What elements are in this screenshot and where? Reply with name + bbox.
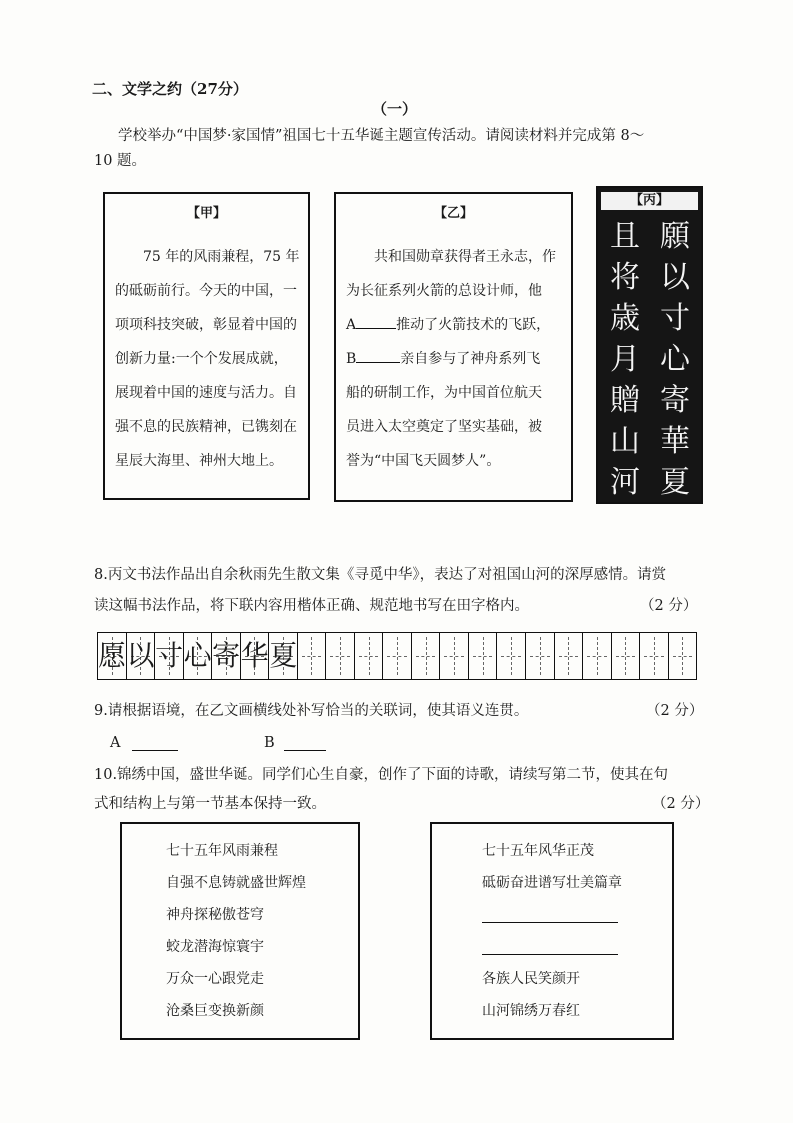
grid-char: 心 xyxy=(183,639,212,672)
q10-score: （2 分） xyxy=(652,796,710,812)
box-yi-line-b xyxy=(346,342,556,376)
grid-cell[interactable] xyxy=(298,633,327,679)
calligraphy-char: 且 xyxy=(610,219,640,254)
calligraphy-char: 願 xyxy=(660,219,690,254)
q8-line-1: 8.丙文书法作品出自余秋雨先生散文集《寻觅中华》，表达了对祖国山河的深厚感情。请赏 xyxy=(94,567,667,583)
q9-label-b: B xyxy=(264,735,275,751)
q9-score: （2 分） xyxy=(646,703,704,719)
grid-cell[interactable] xyxy=(212,633,241,679)
calligraphy-left-column xyxy=(601,216,649,503)
grid-cell[interactable] xyxy=(355,633,384,679)
box-bing-title: 【丙】 xyxy=(601,192,698,210)
box-yi-line: 誉为“中国飞天圆梦人”。 xyxy=(346,453,501,469)
calligraphy-char: 月 xyxy=(610,342,640,377)
grid-cell[interactable] xyxy=(241,633,270,679)
grid-char xyxy=(497,633,525,679)
grid-cell[interactable] xyxy=(326,633,355,679)
blank-a-label: A xyxy=(346,317,357,333)
grid-char xyxy=(526,633,554,679)
box-yi-line-a xyxy=(346,308,556,342)
calligraphy-char: 将 xyxy=(610,260,640,295)
q10-line-2: 式和结构上与第一节基本保持一致。 xyxy=(94,796,326,812)
calligraphy-panel xyxy=(596,186,703,504)
calligraphy-char: 寸 xyxy=(660,301,690,336)
grid-char xyxy=(555,633,583,679)
box-yi-text xyxy=(346,240,556,478)
grid-cell[interactable] xyxy=(526,633,555,679)
box-jia-line: 展现着中国的速度与活力。自 xyxy=(115,385,297,401)
q9-text: 9.请根据语境，在乙文画横线处补写恰当的关联词，使其语义连贯。 xyxy=(94,703,529,719)
q9-label-a: A xyxy=(110,735,121,751)
box-jia-text xyxy=(115,240,300,478)
calligraphy-char: 以 xyxy=(660,260,690,295)
q9-answer-a[interactable] xyxy=(132,750,178,751)
grid-char xyxy=(469,633,497,679)
grid-cell[interactable] xyxy=(555,633,584,679)
grid-char: 寸 xyxy=(155,639,184,672)
box-jia-line: 星辰大海里、神州大地上。 xyxy=(115,453,283,469)
box-jia-line: 项项科技突破，彰显着中国的 xyxy=(115,317,297,333)
grid-char: 以 xyxy=(126,639,155,672)
poem1-line: 沧桑巨变换新颜 xyxy=(166,1003,264,1019)
box-yi-line: 共和国勋章获得者王永志，作 xyxy=(346,249,556,265)
poem1-line: 蛟龙潜海惊寰宇 xyxy=(166,939,264,955)
calligraphy-char: 夏 xyxy=(660,465,690,500)
calligraphy-char: 河 xyxy=(610,465,640,500)
blank-a-rest: 推动了火箭技术的飞跃， xyxy=(396,317,551,333)
q8-line-2: 读这幅书法作品，将下联内容用楷体正确、规范地书写在田字格内。 xyxy=(94,598,529,614)
grid-cell[interactable] xyxy=(127,633,156,679)
calligraphy-char: 贈 xyxy=(610,383,640,418)
q10-line-1: 10.锦绣中国，盛世华诞。同学们心生自豪，创作了下面的诗歌，请续写第二节，使其在句 xyxy=(94,767,669,783)
grid-char: 愿 xyxy=(98,639,127,672)
poem2-line-1: 七十五年风华正茂 xyxy=(482,843,594,859)
grid-cell[interactable] xyxy=(412,633,441,679)
material-box-jia xyxy=(103,192,310,500)
grid-cell[interactable] xyxy=(669,633,697,679)
poem2-answer-line-2[interactable] xyxy=(482,954,618,955)
grid-char xyxy=(355,633,383,679)
grid-char: 寄 xyxy=(212,639,241,672)
grid-cell[interactable] xyxy=(184,633,213,679)
box-yi-line: 为长征系列火箭的总设计师，他 xyxy=(346,283,542,299)
calligraphy-char: 山 xyxy=(610,424,640,459)
grid-cell[interactable] xyxy=(583,633,612,679)
grid-char xyxy=(612,633,640,679)
poem2-answer-line-1[interactable] xyxy=(482,922,618,923)
box-jia-line: 的砥砺前行。今天的中国，一 xyxy=(115,283,297,299)
box-yi-title: 【乙】 xyxy=(433,206,473,221)
grid-char xyxy=(669,633,697,679)
section-heading: 二、文学之约（27分） xyxy=(92,80,248,98)
grid-cell[interactable] xyxy=(497,633,526,679)
blank-b-line xyxy=(356,362,400,363)
box-yi-line: 员进入太空奠定了坚实基础，被 xyxy=(346,419,542,435)
box-jia-line: 75 年的风雨兼程，75 年 xyxy=(115,249,300,265)
poem2-line-6: 山河锦绣万春红 xyxy=(482,1003,580,1019)
blank-b-label: B xyxy=(346,351,357,367)
grid-char xyxy=(326,633,354,679)
grid-cell[interactable] xyxy=(469,633,498,679)
box-yi-line: 船的研制工作，为中国首位航天 xyxy=(346,385,542,401)
box-jia-line: 创新力量:一个个发展成就， xyxy=(115,351,288,367)
grid-cell[interactable] xyxy=(440,633,469,679)
poem1-line: 七十五年风雨兼程 xyxy=(166,843,278,859)
poem1-line: 自强不息铸就盛世辉煌 xyxy=(166,875,306,891)
calligraphy-right-column xyxy=(651,216,699,503)
q8-score: （2 分） xyxy=(640,598,698,614)
grid-char: 华 xyxy=(240,639,269,672)
intro-line-1: 学校举办“中国梦·家国情”祖国七十五华诞主题宣传活动。请阅读材料并完成第 8～ xyxy=(118,128,645,144)
q9-answer-b[interactable] xyxy=(284,750,326,751)
poem2-line-5: 各族人民笑颜开 xyxy=(482,971,580,987)
grid-char xyxy=(440,633,468,679)
poem1-line: 神舟探秘傲苍穹 xyxy=(166,907,264,923)
calligraphy-char: 寄 xyxy=(660,383,690,418)
part-label: （一） xyxy=(372,100,418,118)
calligraphy-char: 華 xyxy=(660,424,690,459)
grid-cell[interactable] xyxy=(269,633,298,679)
blank-a-line xyxy=(356,328,396,329)
grid-cell[interactable] xyxy=(383,633,412,679)
grid-char xyxy=(412,633,440,679)
grid-cell[interactable] xyxy=(612,633,641,679)
material-box-yi xyxy=(334,192,573,502)
tianzige-grid[interactable] xyxy=(97,632,697,680)
box-jia-line: 强不息的民族精神，已镌刻在 xyxy=(115,419,297,435)
grid-cell[interactable] xyxy=(640,633,669,679)
calligraphy-char: 歳 xyxy=(610,301,640,336)
grid-char xyxy=(298,633,326,679)
grid-char xyxy=(383,633,411,679)
grid-char: 夏 xyxy=(269,639,298,672)
poem-box-1 xyxy=(120,822,360,1040)
poem2-line-2: 砥砺奋进谱写壮美篇章 xyxy=(482,875,622,891)
grid-cell[interactable] xyxy=(98,633,127,679)
blank-b-rest: 亲自参与了神舟系列飞 xyxy=(400,351,541,367)
calligraphy-char: 心 xyxy=(660,342,690,377)
grid-char xyxy=(640,633,668,679)
grid-cell[interactable] xyxy=(155,633,184,679)
box-jia-title: 【甲】 xyxy=(186,206,226,221)
poem1-line: 万众一心跟党走 xyxy=(166,971,264,987)
intro-line-2: 10 题。 xyxy=(94,153,147,169)
poem-box-2 xyxy=(430,822,674,1040)
grid-char xyxy=(583,633,611,679)
